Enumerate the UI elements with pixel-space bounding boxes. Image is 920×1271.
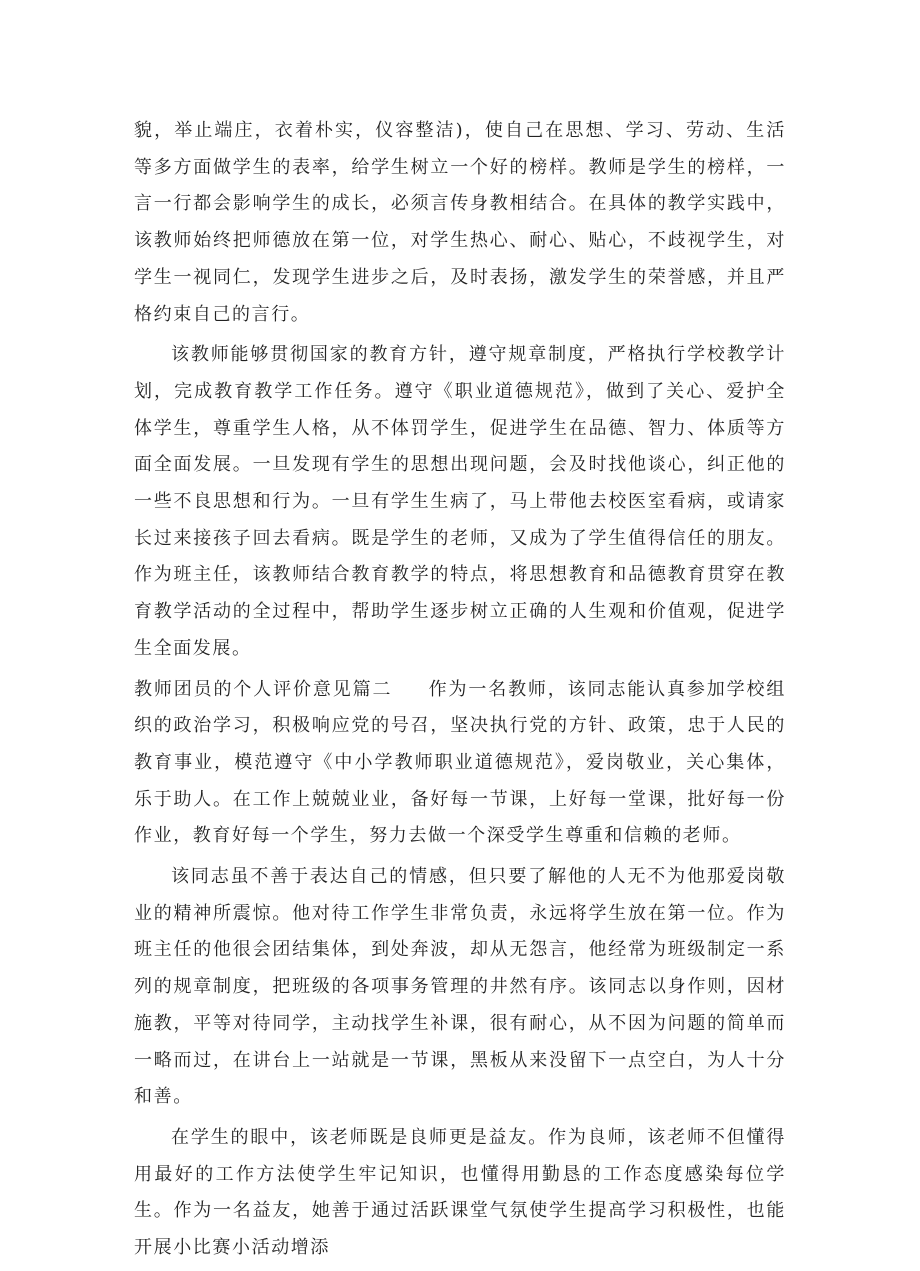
paragraph-mentor-friend: 在学生的眼中，该老师既是良师更是益友。作为良师，该老师不但懂得用最好的工作方法使学生牢记知识，也懂得用勤恳的工作态度感染每位学生。作为一名益友，她善于通过活跃课堂气氛使学生提高学习积极性，也能开展小比赛小活动增添 (134, 1126, 786, 1259)
paragraph-continued: 貌，举止端庄，衣着朴实，仪容整洁)，使自己在思想、学习、劳动、生活等多方面做学生的表率，给学生树立一个好的榜样。教师是学生的榜样，一言一行都会影响学生的成长，必须言传身教相结合。在具体的教学实践中，该教师始终把师德放在第一位，对学生热心、耐心、贴心，不歧视学生，对学生一视同仁，发现学生进步之后，及时表扬，激发学生的荣誉感，并且严格约束自己的言行。 (134, 120, 786, 325)
paragraph-teacher-policy: 该教师能够贯彻国家的教育方针，遵守规章制度，严格执行学校教学计划，完成教育教学工作任务。遵守《职业道德规范》，做到了关心、爱护全体学生，尊重学生人格，从不体罚学生，促进学生在品德、智力、体质等方面全面发展。一旦发现有学生的思想出现问题，会及时找他谈心，纠正他的一些不良思想和行为。一旦有学生生病了，马上带他去校医室看病，或请家长过来接孩子回去看病。既是学生的老师，又成为了学生值得信任的朋友。作为班主任，该教师结合教育教学的特点，将思想教育和品德教育贯穿在教育教学活动的全过程中，帮助学生逐步树立正确的人生观和价值观，促进学生全面发展。 (134, 344, 786, 659)
section-two-paragraph (134, 672, 786, 856)
paragraph-colleague-dedication: 该同志虽不善于表达自己的情感，但只要了解他的人无不为他那爱岗敬业的精神所震惊。他对待工作学生非常负责，永远将学生放在第一位。作为班主任的他很会团结集体，到处奔波，却从无怨言，他经常为班级制定一系列的规章制度，把班级的各项事务管理的井然有序。该同志以身作则，因材施教，平等对待同学，主动找学生补课，很有耐心，从不因为问题的简单而一略而过，在讲台上一站就是一节课，黑板从来没留下一点空白，为人十分和善。 (134, 866, 786, 1108)
section-heading: 教师团员的个人评价意见篇二 (134, 678, 393, 700)
document-page (134, 113, 786, 1271)
section-first-paragraph-text: 作为一名教师，该同志能认真参加学校组织的政治学习，积极响应党的号召，坚决执行党的方针、政策，忠于人民的教育事业，模范遵守《中小学教师职业道德规范》，爱岗敬业，关心集体，乐于助人。在工作上兢兢业业，备好每一节课，上好每一堂课，批好每一份作业，教育好每一个学生，努力去做一个深受学生尊重和信赖的老师。 (134, 678, 786, 847)
